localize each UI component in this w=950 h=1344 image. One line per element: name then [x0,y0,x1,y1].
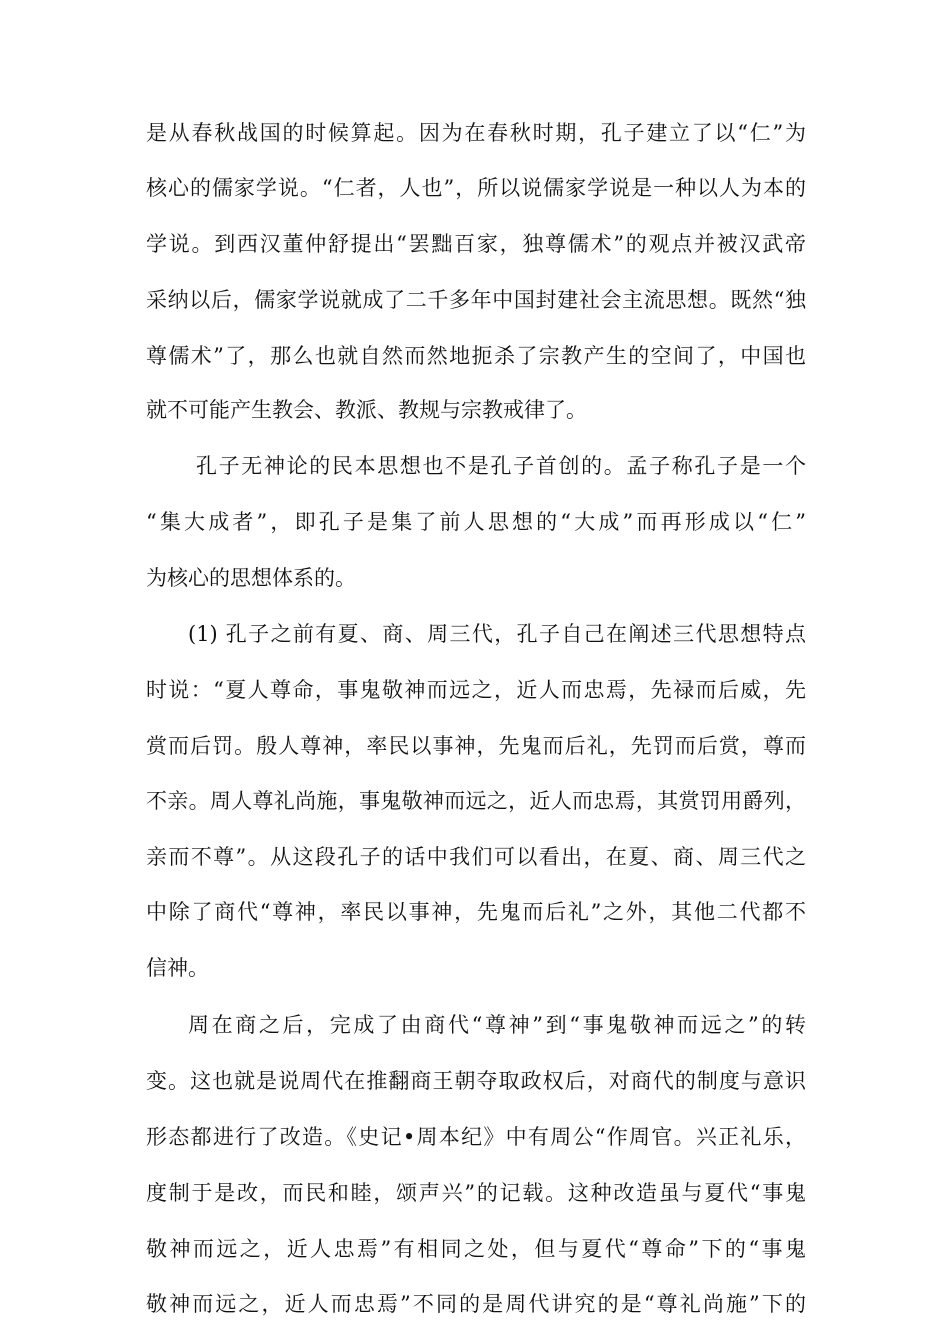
paragraph-3-line-3: 赏而后罚。殷人尊神，率民以事神，先鬼而后礼，先罚而后赏，尊而 [146,734,806,758]
paragraph-2-line-3: 为核心的思想体系的。 [146,566,356,590]
paragraph-3-line-2: 时说：“夏人尊命，事鬼敬神而远之，近人而忠焉，先禄而后威，先 [146,678,806,702]
paragraph-4-line-3: 形态都进行了改造。《史记•周本纪》中有周公“作周官。兴正礼乐， [146,1125,806,1149]
paragraph-3-line-5: 亲而不尊”。从这段孔子的话中我们可以看出，在夏、商、周三代之 [146,845,806,869]
paragraph-4-line-2: 变。这也就是说周代在推翻商王朝夺取政权后，对商代的制度与意识 [146,1069,806,1093]
paragraph-3-line-6: 中除了商代“尊神，率民以事神，先鬼而后礼”之外，其他二代都不 [146,900,806,924]
paragraph-1-line-2: 核心的儒家学说。“仁者，人也”，所以说儒家学说是一种以人为本的 [146,176,806,200]
paragraph-3-line-4: 不亲。周人尊礼尚施，事鬼敬神而远之，近人而忠焉，其赏罚用爵列， [146,789,806,813]
paragraph-3-line-7: 信神。 [146,956,209,980]
paragraph-1-line-1: 是从春秋战国的时候算起。因为在春秋时期，孔子建立了以“仁”为 [146,121,806,145]
paragraph-4-line-1: 周在商之后，完成了由商代“尊神”到“事鬼敬神而远之”的转 [188,1013,806,1037]
paragraph-1-line-3: 学说。到西汉董仲舒提出“罢黜百家，独尊儒术”的观点并被汉武帝 [146,232,806,256]
paragraph-1-line-6: 就不可能产生教会、教派、教规与宗教戒律了。 [146,398,587,422]
paragraph-3-line-1: (1) 孔子之前有夏、商、周三代，孔子自己在阐述三代思想特点 [188,622,806,646]
paragraph-4-line-4: 度制于是改，而民和睦，颂声兴”的记载。这种改造虽与夏代“事鬼 [146,1181,806,1205]
paragraph-2-line-1: 孔子无神论的民本思想也不是孔子首创的。孟子称孔子是一个 [196,454,806,478]
paragraph-1-line-5: 尊儒术”了，那么也就自然而然地扼杀了宗教产生的空间了，中国也 [146,344,806,368]
paragraph-1-line-4: 采纳以后，儒家学说就成了二千多年中国封建社会主流思想。既然“独 [146,288,806,312]
paragraph-2-line-2: “集大成者”，即孔子是集了前人思想的“大成”而再形成以“仁” [146,510,806,534]
paragraph-4-line-6: 敬神而远之，近人而忠焉”不同的是周代讲究的是“尊礼尚施”下的 [146,1292,806,1316]
paragraph-4-line-5: 敬神而远之，近人忠焉”有相同之处，但与夏代“尊命”下的“事鬼 [146,1237,806,1261]
